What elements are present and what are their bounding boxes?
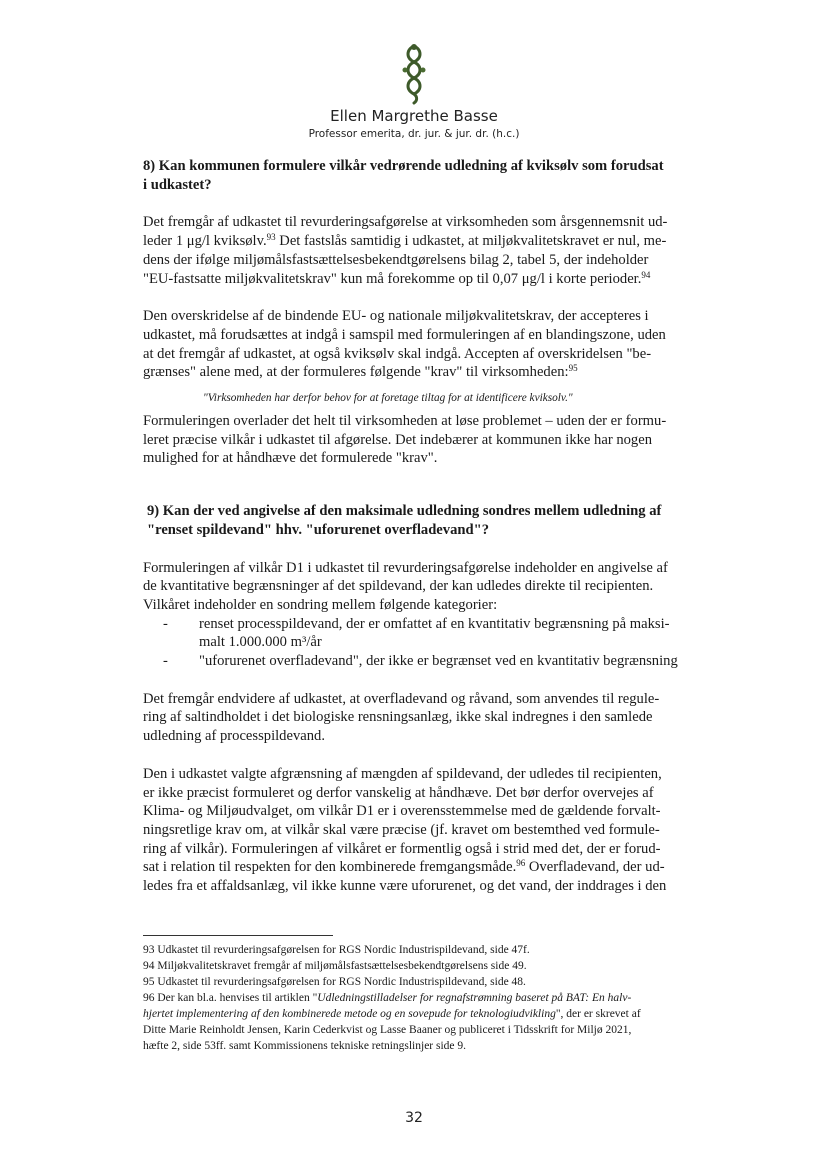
paragraph: Den overskridelse af de bindende EU- og nationale miljøkvalitetskrav, der accepteres i udkastet, må forudsættes at indgå i samspil med formuleringen af en blandingszone, uden at det fremgår af udkastet, at også kviksølv skal indgå. Accepten af overskridelsen "be- grænses" alene med, at der formuleres følgende "krav" til virksomheden:$^{95}$ [143, 308, 666, 381]
footnote-divider [143, 935, 333, 936]
author-name: Ellen Margrethe Basse [330, 107, 498, 125]
paragraph: Den i udkastet valgte afgrænsning af mængden af spildevand, der udledes til recipienten, er ikke præcist formuleret og derfor vanskelig at håndhæve. Det bør derfor overvejes af Klima- og Miljøudvalget, om vilkår D1 er i overensstemmelse med de gældende forvalt- ningsretlige krav om, at vilkår skal være præcise (jf. kravet om bestemthed ved formule- ring af vilkår). Formuleringen af vilkåret er formentlig også i strid med det, der er forud- sat i relation til respekten for den kombinerede fremgangsmåde.$^{96}$ Overfladevand, der ud- ledes fra et affaldsanlæg, vil ikke kunne være uforurenet, og det vand, der inddrages i den [143, 765, 667, 895]
footnote-ref-94[interactable]: 94 [641, 269, 651, 280]
author-title: Professor emerita, dr. jur. & jur. dr. (h.c.) [308, 128, 520, 140]
section-8-heading: 8) Kan kommunen formulere vilkår vedrørende udledning af kviksølv som forudsat i udkastet? [143, 158, 664, 193]
footnote-93: 93 Udkastet til revurderingsafgørelsen for RGS Nordic Industrispildevand, side 47f. [143, 944, 530, 956]
list-item: - renset processpildevand, der er omfattet af en kvantitativ begrænsning på maksi- malt 1.000.000 m³/år [163, 615, 670, 651]
footnote-96: 96 Der kan bl.a. henvises til artiklen "Udledningstilladelser for regnafstrømning baseret på BAT: En halv- [143, 992, 632, 1004]
list-item: - "uforurenet overfladevand", der ikke er begrænset ved en kvantitativ begrænsning [163, 653, 678, 670]
footnote-95: 95 Udkastet til revurderingsafgørelsen for RGS Nordic Industrispildevand, side 48. [143, 976, 526, 988]
paragraph: Formuleringen af vilkår D1 i udkastet til revurderingsafgørelse indeholder en angivelse af de kvantitative begrænsninger af det spildevand, der kan udledes direkte til recipienten. Vilkåret indeholder en sondring mellem følgende kategorier: [143, 559, 668, 613]
footnote-ref-93[interactable]: 93 [266, 232, 276, 243]
block-quote: "Virksomheden har derfor behov for at foretage tiltag for at identificere kviksolv." [203, 392, 573, 405]
footnotes: 93 Udkastet til revurderingsafgørelsen for RGS Nordic Industrispildevand, side 47f. 94 Miljøkvalitetskravet fremgår af miljømålsfastsættelsesbekendtgørelsens side 49. 95 Udkastet til revurderingsafgørelsen for RGS Nordic Industrispildevand, side 48. 96 Der kan bl.a. henvises til artiklen "Udledningstilladelser for regnafstrømning baseret på BAT: En halv- hjertet implementering af den kombinerede metode og en sovepude for teknologiudvikling", der er skrevet af Ditte Marie Reinholdt Jensen, Karin Cederkvist og Lasse Baaner og publiceret i Tidsskrift for Miljø 2021, hæfte 2, side 53ff. samt Kommissionens tekniske retningslinjer side 9. [143, 935, 720, 1054]
caduceus-ornament-icon [397, 42, 431, 106]
paragraph: Formuleringen overlader det helt til virksomheden at løse problemet – uden der er formu- leret præcise vilkår i udkastet til afgørelse. Det indebærer at kommunen ikke har nogen mulighed for at håndhæve det formulerede "krav". [143, 413, 667, 467]
page-number: 32 [405, 1110, 423, 1126]
section-9-heading: 9) Kan der ved angivelse af den maksimale udledning sondres mellem udledning af "renset spildevand" hhv. "uforurenet overfladevand"? [147, 503, 662, 538]
paragraph: Det fremgår af udkastet til revurderingsafgørelse at virksomheden som årsgennemsnit ud- leder 1 μg/l kviksølv.$^{93}$ Det fastslås samtidig i udkastet, at miljøkvalitetskravet er nul, me- dens der ifølge miljømålsfastsættelsesbekendtgørelsens bilag 2, tabel 5, der indeholder "EU-fastsatte miljøkvalitetskrav" kun må forekomme op til 0,07 μg/l i korte perioder.$^{94}$ [143, 214, 668, 287]
footnote-ref-95[interactable]: 95 [568, 363, 578, 374]
document-body [143, 157, 720, 896]
paragraph: Det fremgår endvidere af udkastet, at overfladevand og råvand, som anvendes til regule- ring af saltindholdet i det biologiske rensningsanlæg, ikke skal indregnes i den samlede udledning af processpildevand. [143, 690, 660, 745]
footnote-ref-96[interactable]: 96 [516, 858, 526, 869]
footnote-94: 94 Miljøkvalitetskravet fremgår af miljømålsfastsættelsesbekendtgørelsens side 49. [143, 960, 527, 972]
